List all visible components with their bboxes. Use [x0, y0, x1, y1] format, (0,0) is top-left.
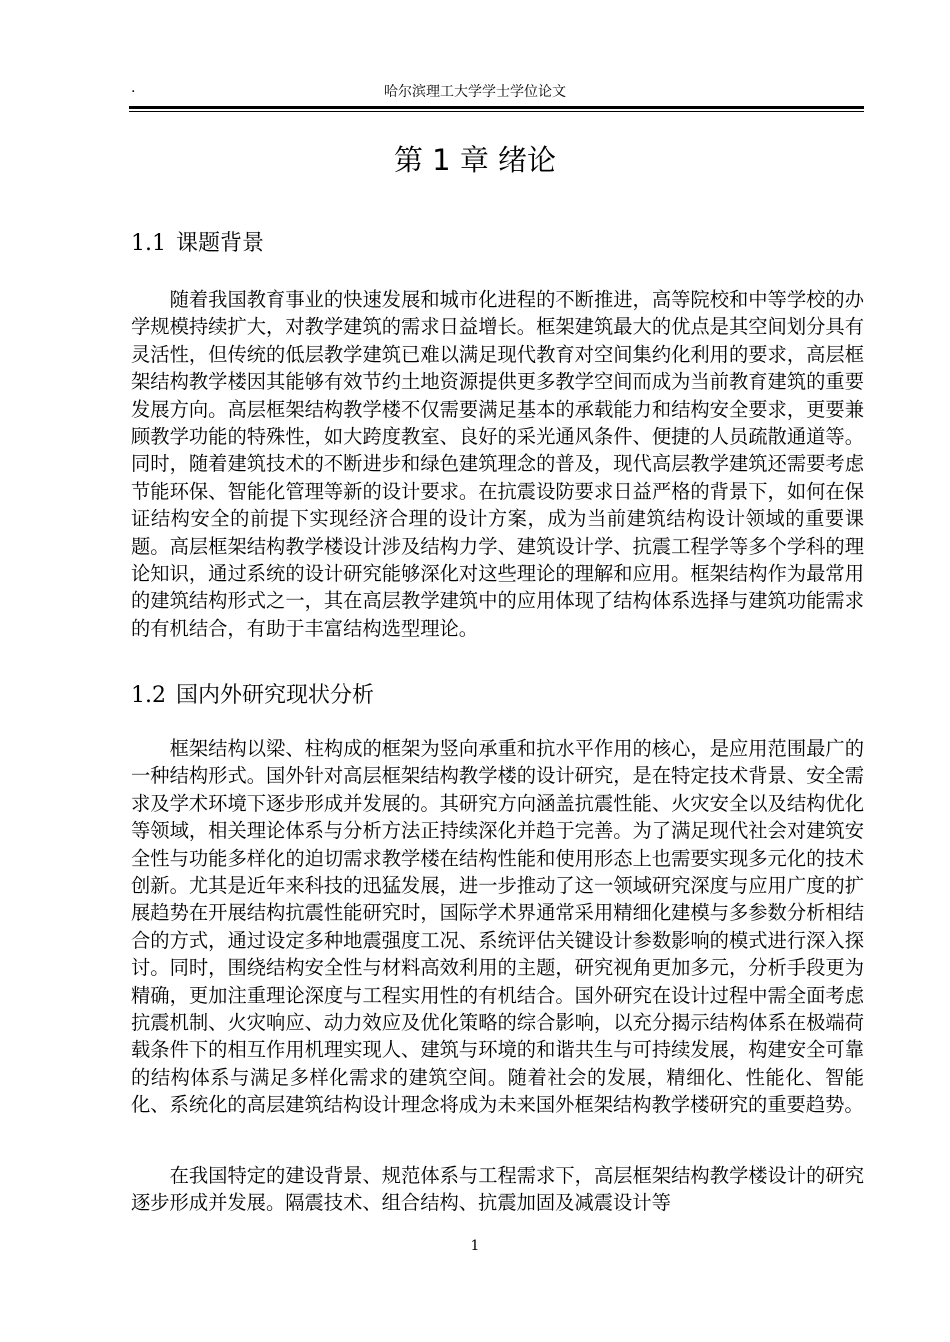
- body-paragraph: 随着我国教育事业的快速发展和城市化进程的不断推进，高等院校和中等学校的办学规模持续扩大，对教学建筑的需求日益增长。框架建筑最大的优点是其空间划分具有灵活性，但传统的低层教学建筑已难以满足现代教育对空间集约化利用的要求，高层框架结构教学楼因其能够有效节约土地资源提供更多教学空间而成为当前教育建筑的重要发展方向。高层框架结构教学楼不仅需要满足基本的承载能力和结构安全要求，更要兼顾教学功能的特殊性，如大跨度教室、良好的采光通风条件、便捷的人员疏散通道等。同时，随着建筑技术的不断进步和绿色建筑理念的普及，现代高层教学建筑还需要考虑节能环保、智能化管理等新的设计要求。在抗震设防要求日益严格的背景下，如何在保证结构安全的前提下实现经济合理的设计方案，成为当前建筑结构设计领域的重要课题。高层框架结构教学楼设计涉及结构力学、建筑设计学、抗震工程学等多个学科的理论知识，通过系统的设计研究能够深化对这些理论的理解和应用。框架结构作为最常用的建筑结构形式之一，其在高层教学建筑中的应用体现了结构体系选择与建筑功能需求的有机结合，有助于丰富结构选型理论。: [131, 288, 864, 640]
- section-title: 课题背景: [176, 231, 265, 256]
- header-dot: .: [131, 80, 136, 96]
- chapter-title: 第 1 章 绪论: [393, 143, 557, 177]
- section-title: 国内外研究现状分析: [176, 683, 375, 708]
- section-number: 1.1: [131, 231, 166, 256]
- page-number: 1: [470, 1238, 480, 1254]
- header-rule-thin: [129, 111, 864, 112]
- body-paragraph: 在我国特定的建设背景、规范体系与工程需求下，高层框架结构教学楼设计的研究逐步形成并发展。隔震技术、组合结构、抗震加固及减震设计等: [131, 1164, 864, 1215]
- header-title: 哈尔滨理工大学学士学位论文: [384, 84, 566, 100]
- section-number: 1.2: [131, 683, 166, 708]
- section-heading-1-2: [131, 678, 374, 709]
- header-rule-thick: [129, 106, 864, 109]
- body-paragraph: 框架结构以梁、柱构成的框架为竖向承重和抗水平作用的核心，是应用范围最广的一种结构形式。国外针对高层框架结构教学楼的设计研究，是在特定技术背景、安全需求及学术环境下逐步形成并发展的。其研究方向涵盖抗震性能、火灾安全以及结构优化等领域，相关理论体系与分析方法正持续深化并趋于完善。为了满足现代社会对建筑安全性与功能多样化的迫切需求教学楼在结构性能和使用形态上也需要实现多元化的技术创新。尤其是近年来科技的迅猛发展，进一步推动了这一领域研究深度与应用广度的扩展趋势在开展结构抗震性能研究时，国际学术界通常采用精细化建模与多参数分析相结合的方式，通过设定多种地震强度工况、系统评估关键设计参数影响的模式进行深入探讨。同时，围绕结构安全性与材料高效利用的主题，研究视角更加多元，分析手段更为精确，更加注重理论深度与工程实用性的有机结合。国外研究在设计过程中需全面考虑抗震机制、火灾响应、动力效应及优化策略的综合影响，以充分揭示结构体系在极端荷载条件下的相互作用机理实现人、建筑与环境的和谐共生与可持续发展，构建安全可靠的结构体系与满足多样化需求的建筑空间。随着社会的发展，精细化、性能化、智能化、系统化的高层建筑结构设计理念将成为未来国外框架结构教学楼研究的重要趋势。: [131, 737, 864, 1117]
- section-heading-1-1: [131, 226, 264, 257]
